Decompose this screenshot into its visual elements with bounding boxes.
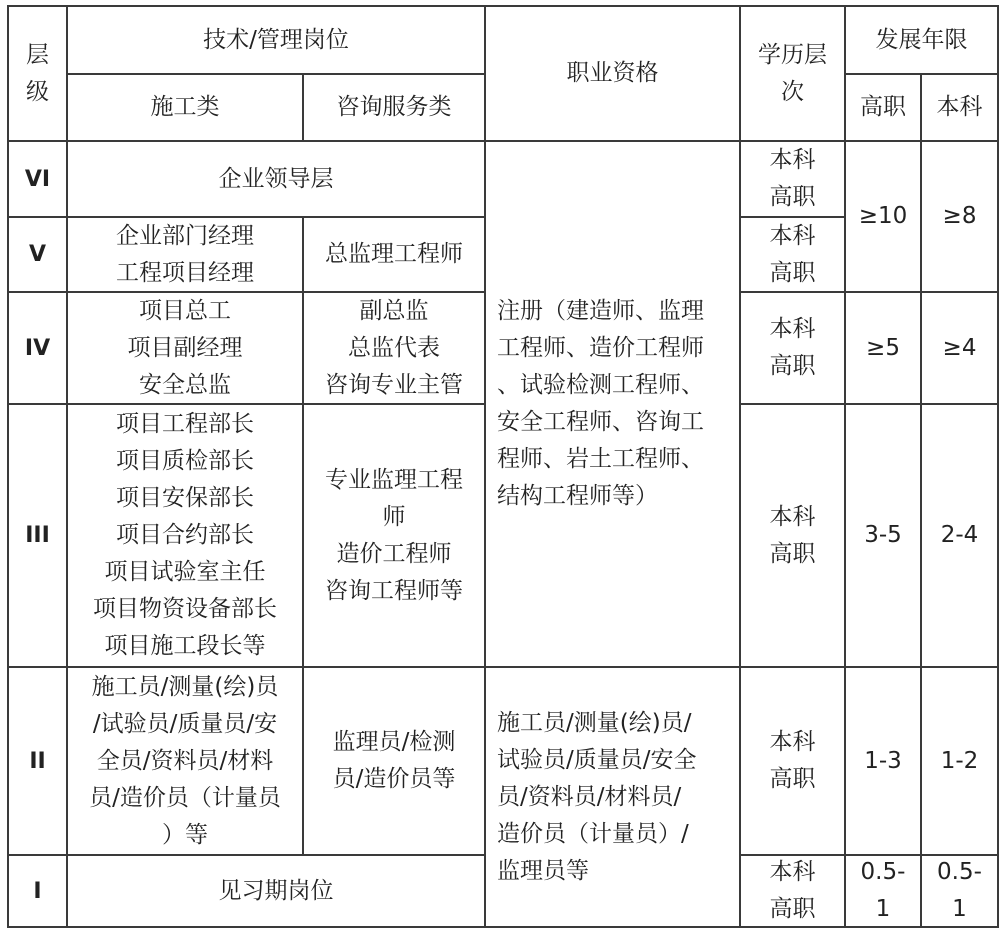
vi-position: 企业领导层 [218, 165, 334, 192]
i-education: 本科 高职 [769, 859, 816, 922]
qualification-registered: 注册（建造师、监理 工程师、造价工程师 、试验检测工程师、 安全工程师、咨询工 程师、岩土工程师、 结构工程师等） [497, 298, 704, 509]
iii-years-vocational: 3-5 [864, 522, 902, 548]
i-years-bachelor: 0.5- 1 [937, 859, 982, 922]
ii-years-vocational: 1-3 [864, 747, 902, 774]
header-years-bachelor: 本科 [936, 94, 983, 120]
line-v-level [66, 5, 68, 928]
level-ii: II [29, 748, 46, 774]
line-v-construction-header [302, 73, 304, 142]
header-years: 发展年限 [875, 26, 968, 53]
iii-years-bachelor: 2-4 [940, 522, 979, 548]
ii-construction: 施工员/测量(绘)员 /试验员/质量员/安 全员/资料员/材料 员/造价员（计量员 ）等 [89, 673, 281, 848]
level-iii: III [25, 523, 50, 548]
vi-v-years-vocational: ≥10 [858, 203, 908, 229]
iii-construction: 项目工程部长 项目质检部长 项目安保部长 项目合约部长 项目试验室主任 项目物资设备部长 项目施工段长等 [93, 411, 277, 659]
line-h-ii-i-b [740, 854, 999, 856]
header-consulting: 咨询服务类 [336, 94, 452, 120]
line-h-iii-ii [7, 666, 999, 668]
line-h-ii-i-a [7, 854, 485, 856]
header-level: 层 级 [26, 41, 49, 105]
line-h-v-iv-b [740, 291, 999, 293]
border-left [7, 5, 9, 928]
line-h-vi-v-a [7, 216, 485, 218]
line-v-qualification [484, 5, 486, 928]
line-v-construction-body [302, 216, 304, 856]
line-h-vi-v-b [740, 216, 845, 218]
iv-years-bachelor: ≥4 [942, 334, 977, 361]
line-v-years [844, 5, 846, 928]
qualification-staff: 施工员/测量(绘)员/ 试验员/质量员/安全 员/资料员/材料员/ 造价员（计量员）/ 监理员等 [497, 709, 697, 884]
iii-education: 本科 高职 [769, 503, 816, 567]
line-h-iv-iii-a [7, 403, 485, 405]
line-h-header-mid-b [845, 73, 999, 75]
iv-education: 本科 高职 [769, 316, 816, 379]
v-consulting: 总监理工程师 [325, 241, 463, 267]
i-years-vocational: 0.5- 1 [860, 859, 906, 922]
line-v-years-split [920, 73, 922, 928]
iv-construction: 项目总工 项目副经理 安全总监 [127, 297, 243, 398]
vi-v-years-bachelor: ≥8 [942, 203, 977, 229]
line-h-v-iv-a [7, 291, 485, 293]
border-bottom [7, 926, 999, 928]
header-construction: 施工类 [150, 94, 220, 120]
header-years-vocational: 高职 [860, 94, 906, 120]
iv-years-vocational: ≥5 [866, 334, 900, 361]
level-iv: IV [24, 335, 51, 361]
header-tech-mgmt: 技术/管理岗位 [203, 26, 349, 53]
level-i: I [33, 878, 42, 904]
level-v: V [28, 242, 47, 267]
ii-years-bachelor: 1-2 [940, 747, 979, 774]
iv-consulting: 副总监 总监代表 咨询专业主管 [325, 297, 463, 398]
line-h-header-bottom [7, 140, 999, 142]
i-position: 见习期岗位 [218, 877, 334, 904]
line-v-education [739, 5, 741, 928]
ii-education: 本科 高职 [769, 729, 816, 792]
header-education: 学历层 次 [758, 41, 827, 105]
ii-consulting: 监理员/检测 员/造价员等 [332, 729, 456, 792]
v-education: 本科 高职 [769, 222, 816, 286]
level-vi: VI [24, 166, 51, 192]
v-construction: 企业部门经理 工程项目经理 [116, 222, 254, 286]
border-top [7, 5, 999, 7]
line-h-iv-iii-b [740, 403, 999, 405]
header-qualification: 职业资格 [566, 60, 659, 86]
iii-consulting: 专业监理工程 师 造价工程师 咨询工程师等 [325, 466, 463, 604]
vi-education: 本科 高职 [769, 147, 816, 210]
line-h-header-mid-a [67, 73, 485, 75]
border-right [997, 5, 999, 928]
